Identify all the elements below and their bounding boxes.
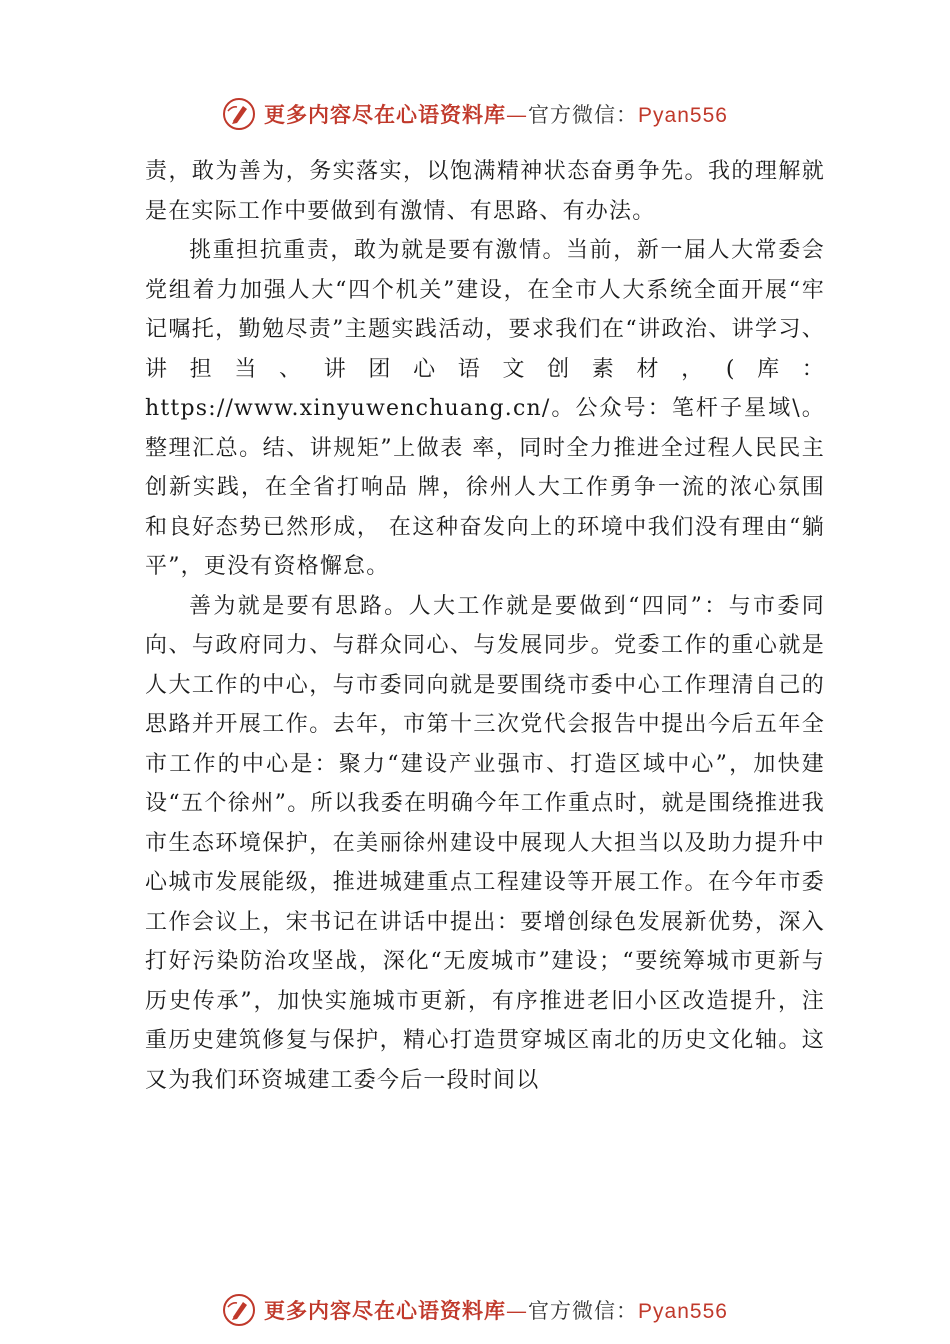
header-banner bbox=[0, 94, 950, 134]
header-dash: — bbox=[506, 103, 529, 127]
paragraph-2: 挑重担抗重责，敢为就是要有激情。当前，新一届人大常委会党组着力加强人大“四个机关”建设，在全市人大系统全面开展“牢记嘱托，勤勉尽责”主题实践活动，要求我们在“讲政治、讲学习、讲担当、讲团心语文创素材，(库：https://www.xinyuwenchuang.cn/。公众号：笔杆子星域\。整理汇总。结、讲规矩”上做表 率，同时全力推进全过程人民民主创新实践，在全省打响品 牌，徐州人大工作勇争一流的浓心氛围和良好态势已然形成， 在这种奋发向上的环境中我们没有理由“躺平”，更没有资格懈怠。 bbox=[145, 238, 825, 579]
pen-nib-logo-icon bbox=[222, 1293, 256, 1327]
header-official-label: 官方微信： bbox=[528, 103, 639, 127]
pen-nib-logo-icon bbox=[222, 97, 256, 131]
footer-dash: — bbox=[506, 1299, 529, 1323]
document-body bbox=[145, 152, 825, 1100]
paragraph-3: 善为就是要有思路。人大工作就是要做到“四同”：与市委同向、与政府同力、与群众同心、与发展同步。党委工作的重心就是人大工作的中心，与市委同向就是要围绕市委中心工作理清自己的思路并开展工作。去年，市第十三次党代会报告中提出今后五年全市工作的中心是：聚力“建设产业强市、打造区域中心”，加快建设“五个徐州”。所以我委在明确今年工作重点时，就是围绕推进我市生态环境保护，在美丽徐州建设中展现人大担当以及助力提升中心城市发展能级，推进城建重点工程建设等开展工作。在今年市委工作会议上，宋书记在讲话中提出：要增创绿色发展新优势，深入打好污染防治攻坚战，深化“无废城市”建设；“要统筹城市更新与历史传承”，加快实施城市更新，有序推进老旧小区改造提升，注重历史建筑修复与保护，精心打造贯穿城区南北的历史文化轴。这又为我们环资城建工委今后一段时间以 bbox=[145, 593, 825, 1093]
footer-wechat-id: Pyan556 bbox=[638, 1300, 728, 1323]
paragraph-1: 责，敢为善为，务实落实，以饱满精神状态奋勇争先。我的理解就是在实际工作中要做到有激情、有思路、有办法。 bbox=[145, 159, 825, 224]
header-wechat-id: Pyan556 bbox=[638, 104, 728, 127]
footer-title: 更多内容尽在心语资料库 bbox=[264, 1298, 507, 1323]
footer-banner-text bbox=[264, 1295, 728, 1325]
footer-official-label: 官方微信： bbox=[528, 1299, 639, 1323]
footer-banner bbox=[0, 1290, 950, 1330]
header-banner-text bbox=[264, 99, 728, 129]
header-title: 更多内容尽在心语资料库 bbox=[264, 102, 507, 127]
